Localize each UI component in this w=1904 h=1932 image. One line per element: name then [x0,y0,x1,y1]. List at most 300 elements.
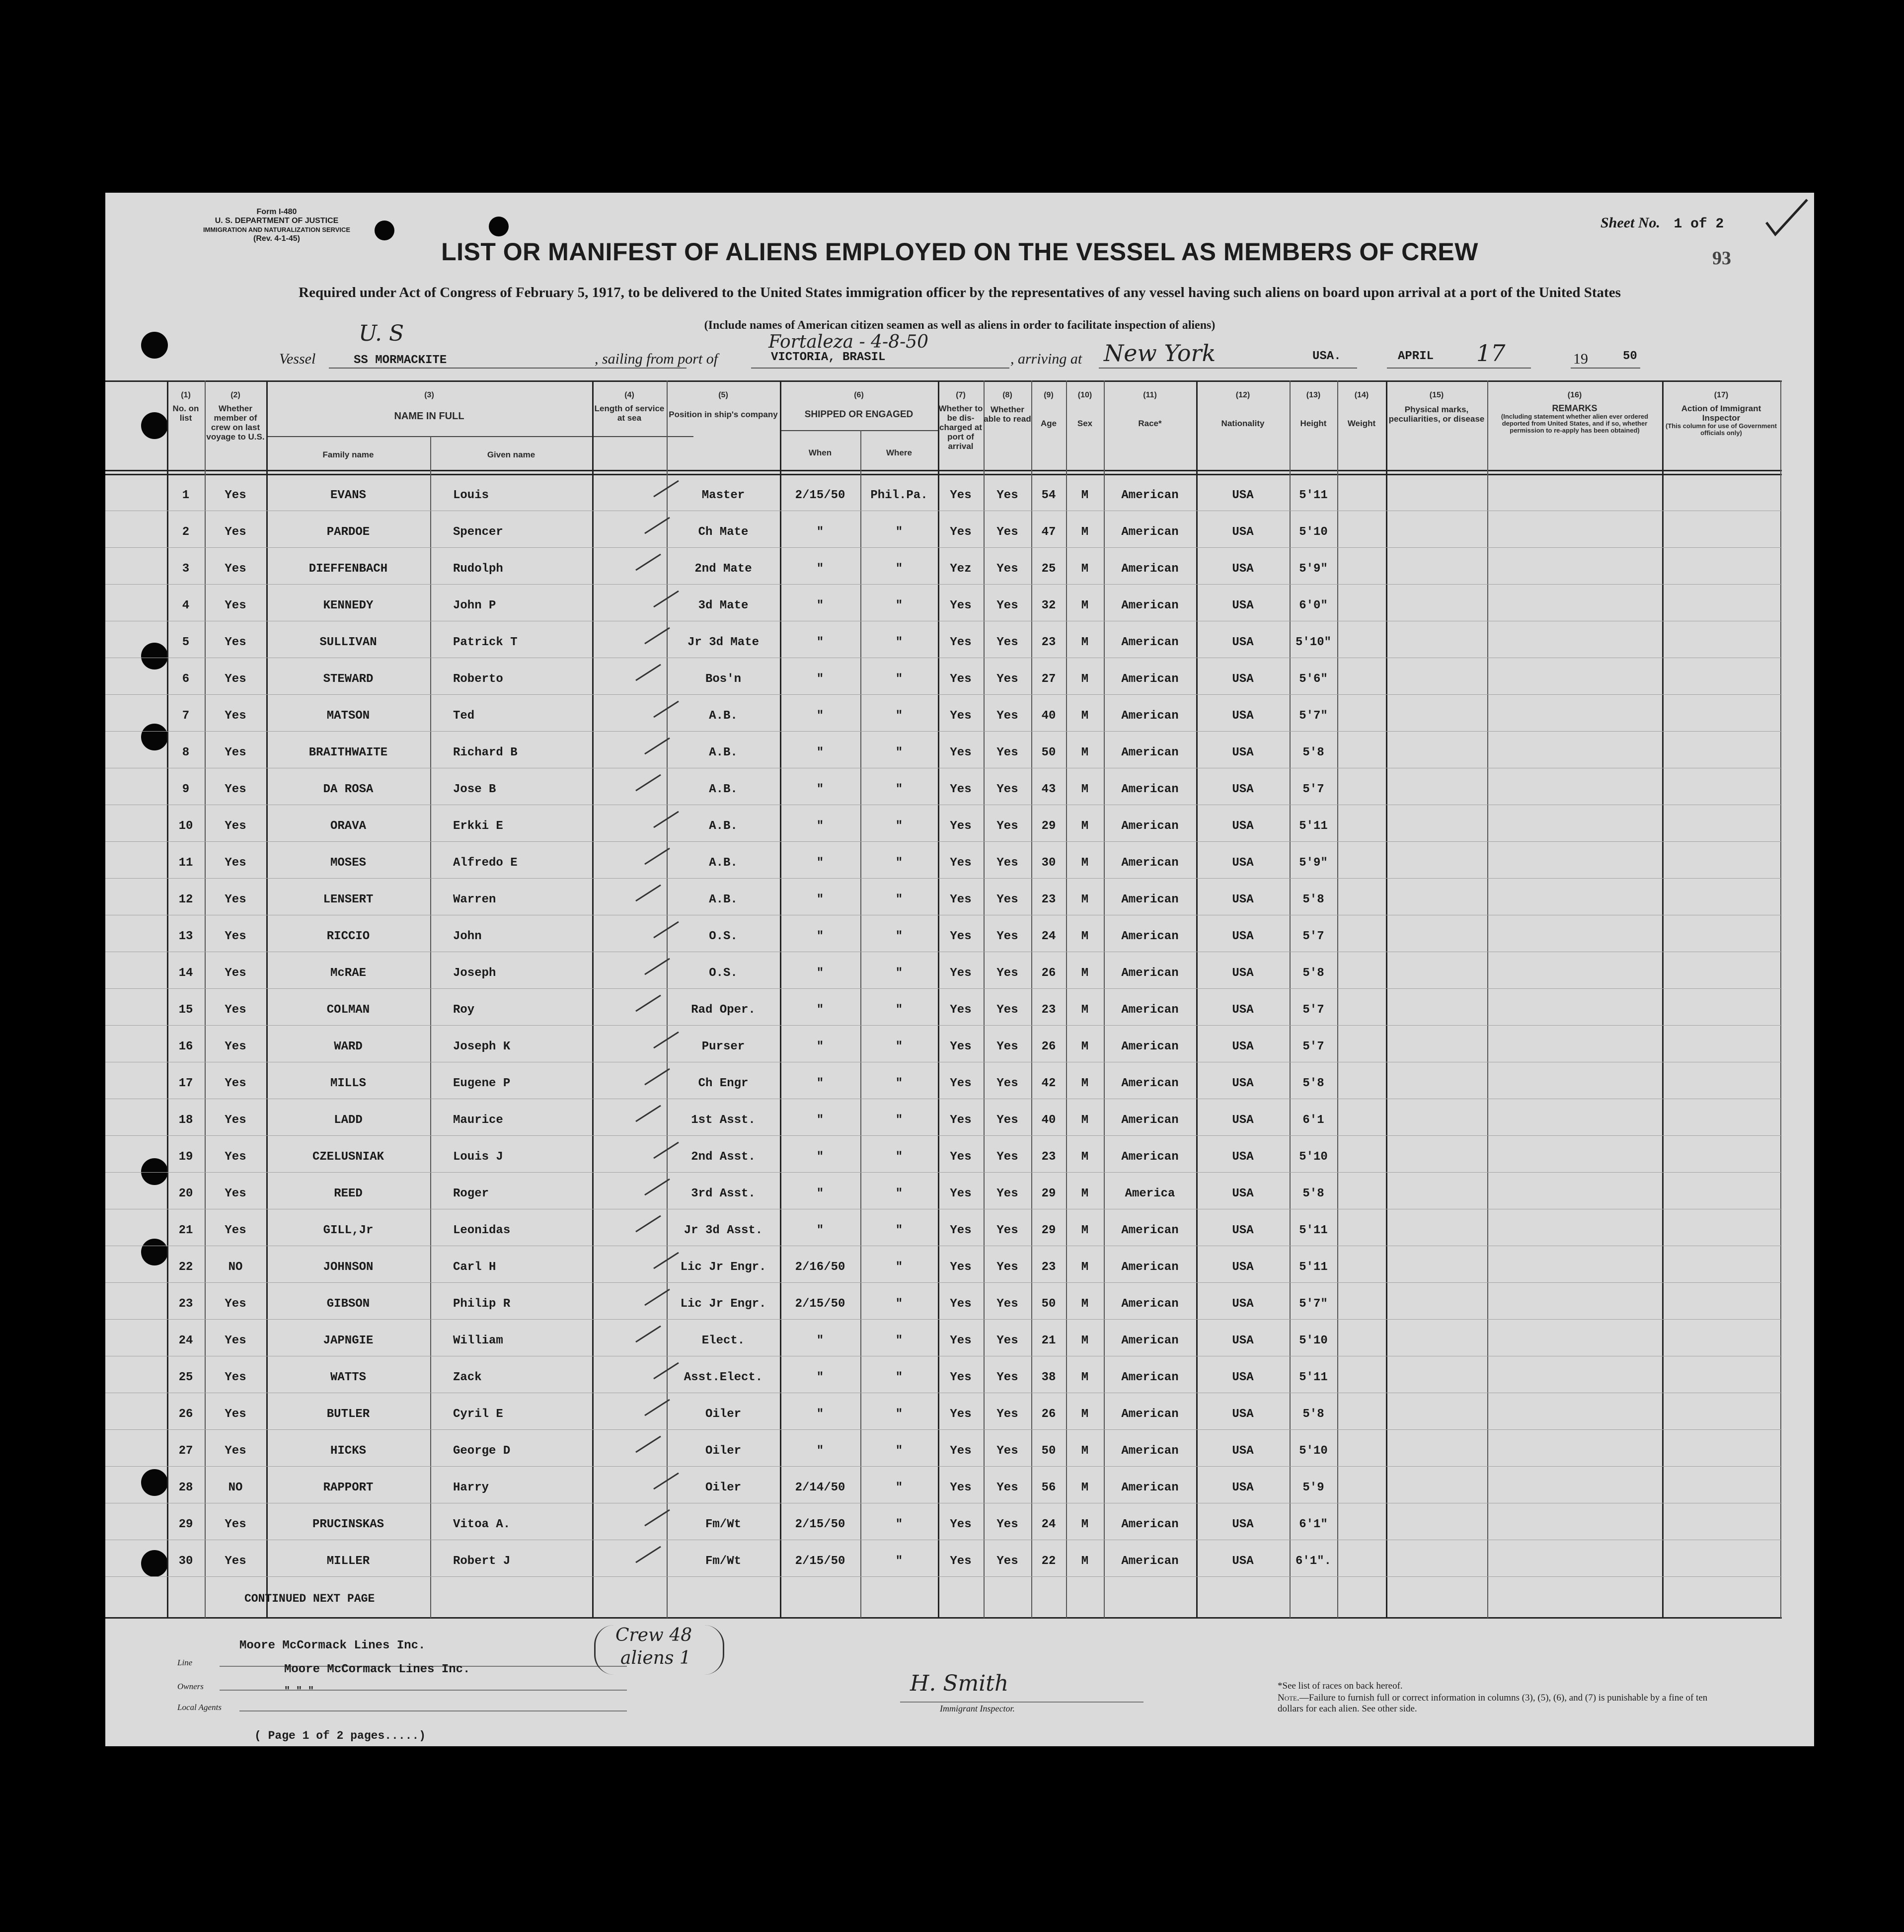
cell-age: 26 [1041,1040,1056,1053]
checkmark-icon [643,1508,672,1528]
cell-number: 11 [178,856,193,870]
cell-prior-voyage: Yes [225,783,246,796]
cell-when-shipped: " [816,1334,824,1347]
cell-age: 40 [1041,709,1056,723]
cell-prior-voyage: Yes [225,819,246,833]
cell-able-to-read: Yes [996,1334,1018,1347]
cell-where-shipped: " [895,1224,903,1237]
cell-number: 27 [178,1444,193,1458]
cell-given-name: George D [453,1444,511,1458]
cell-able-to-read: Yes [996,1518,1018,1531]
cell-age: 24 [1041,930,1056,943]
checkmark-icon [634,663,663,682]
cell-when-shipped: " [816,672,824,686]
cell-age: 56 [1041,1481,1056,1494]
cell-able-to-read: Yes [996,1408,1018,1421]
cell-given-name: Roger [453,1187,489,1200]
cell-when-shipped: 2/15/50 [795,1555,845,1568]
cell-height: 5'10" [1295,636,1331,649]
cell-sex: M [1081,1481,1089,1494]
cell-where-shipped: " [895,1371,903,1384]
cell-when-shipped: " [816,709,824,723]
arrival-underline [1099,368,1357,369]
row-rule [105,1025,1782,1026]
cell-nationality: USA [1232,783,1254,796]
cell-race: American [1121,1371,1179,1384]
cell-given-name: Robert J [453,1555,511,1568]
cell-discharged: Yes [950,966,972,980]
row-rule [105,878,1782,879]
header-col9: (9) Age [1040,391,1057,428]
checkmark-icon [643,736,672,756]
cell-discharged: Yes [950,1444,972,1458]
cell-position: Jr 3d Asst. [684,1224,763,1237]
cell-race: American [1121,966,1179,980]
checkmark-icon [652,1471,681,1491]
cell-family-name: DA ROSA [323,783,374,796]
cell-able-to-read: Yes [996,1003,1018,1017]
cell-given-name: Richard B [453,746,518,759]
header-col17: (17) Action of Immigrant Inspector (This column for use of Government officials only) [1666,391,1777,437]
cell-race: American [1121,599,1179,612]
cell-number: 6 [182,672,190,686]
cell-where-shipped: Phil.Pa. [870,489,928,502]
cell-number: 5 [182,636,190,649]
cell-nationality: USA [1232,746,1254,759]
cell-family-name: RICCIO [326,930,370,943]
arrival-month: APRIL [1398,350,1434,363]
crew-table [105,380,1814,1618]
cell-when-shipped: " [816,783,824,796]
cell-prior-voyage: Yes [225,746,246,759]
cell-given-name: Warren [453,893,496,906]
cell-prior-voyage: Yes [225,1334,246,1347]
cell-nationality: USA [1232,1444,1254,1458]
cell-prior-voyage: Yes [225,1555,246,1568]
cell-race: American [1121,636,1179,649]
cell-race: American [1121,746,1179,759]
owners-company: Moore McCormack Lines Inc. [284,1663,470,1676]
cell-able-to-read: Yes [996,1444,1018,1458]
cell-given-name: Rudolph [453,562,503,576]
cell-family-name: BRAITHWAITE [308,746,388,759]
cell-discharged: Yes [950,1187,972,1200]
punch-hole [141,332,168,359]
cell-when-shipped: " [816,636,824,649]
cell-given-name: Joseph [453,966,496,980]
footer [105,1623,1814,1746]
cell-when-shipped: " [816,856,824,870]
cell-position: Ch Mate [698,525,749,539]
checkmark-icon [643,1287,672,1307]
cell-height: 5'8 [1302,1077,1324,1090]
cell-able-to-read: Yes [996,1555,1018,1568]
cell-sex: M [1081,1224,1089,1237]
cell-sex: M [1081,819,1089,833]
cell-when-shipped: " [816,930,824,943]
checkmark-icon [634,1324,663,1344]
cell-height: 6'1" [1299,1518,1328,1531]
cell-number: 7 [182,709,190,723]
cell-age: 47 [1041,525,1056,539]
cell-discharged: Yes [950,856,972,870]
checkmark-icon [643,626,672,646]
sheet-value: 1 of 2 [1674,217,1724,232]
header-col2: (2) Whether member of crew on last voyage to U.S. [206,391,265,442]
cell-family-name: MILLER [326,1555,370,1568]
cell-where-shipped: " [895,819,903,833]
cell-nationality: USA [1232,1518,1254,1531]
cell-family-name: PRUCINSKAS [312,1518,384,1531]
cell-number: 9 [182,783,190,796]
year-suffix: 50 [1623,350,1637,363]
cell-given-name: Roberto [453,672,503,686]
cell-able-to-read: Yes [996,1077,1018,1090]
cell-when-shipped: " [816,966,824,980]
sailing-label: , sailing from port of [595,351,718,367]
cell-family-name: MOSES [330,856,366,870]
cell-height: 5'8 [1302,1187,1324,1200]
row-rule [105,547,1782,548]
cell-age: 43 [1041,783,1056,796]
cell-family-name: WARD [334,1040,363,1053]
row-rule [105,1319,1782,1320]
form-revision: (Rev. 4-1-45) [253,234,300,243]
crew-count-note [594,1625,724,1675]
cell-family-name: MATSON [326,709,370,723]
cell-race: American [1121,525,1179,539]
header-col16: (16) REMARKS (Including statement whether alien ever ordered deported from United States, and if so, whether permission to re-apply has been obtained) [1501,391,1649,434]
cell-number: 24 [178,1334,193,1347]
local-agents-value: " " " [284,1686,314,1697]
cell-when-shipped: " [816,1150,824,1164]
cell-number: 18 [178,1114,193,1127]
cell-given-name: John P [453,599,496,612]
cell-given-name: Leonidas [453,1224,511,1237]
cell-race: American [1121,1444,1179,1458]
cell-race: American [1121,893,1179,906]
cell-position: Fm/Wt [705,1555,741,1568]
cell-family-name: McRAE [330,966,366,980]
cell-able-to-read: Yes [996,1150,1018,1164]
checkmark-icon [634,1214,663,1234]
cell-race: American [1121,1481,1179,1494]
checkmark-icon [652,1030,681,1050]
table-header-rule [105,470,1782,471]
cell-family-name: BUTLER [326,1408,370,1421]
cell-family-name: KENNEDY [323,599,374,612]
header-col10: (10) Sex [1077,391,1093,428]
cell-discharged: Yez [950,562,972,576]
cell-able-to-read: Yes [996,1371,1018,1384]
cell-family-name: DIEFFENBACH [308,562,388,576]
sailing-underline [751,368,1009,369]
vessel-prefix-handwritten: U. S [359,321,404,346]
cell-family-name: PARDOE [326,525,370,539]
cell-sex: M [1081,746,1089,759]
cell-discharged: Yes [950,709,972,723]
cell-prior-voyage: Yes [225,1408,246,1421]
cell-race: America [1125,1187,1175,1200]
cell-position: 2nd Asst. [691,1150,756,1164]
cell-number: 14 [178,966,193,980]
cell-race: American [1121,1077,1179,1090]
checkmark-icon [634,773,663,793]
checkmark-icon [634,1434,663,1454]
cell-given-name: Jose B [453,783,496,796]
cell-able-to-read: Yes [996,1224,1018,1237]
cell-age: 23 [1041,893,1056,906]
checkmark-icon [652,699,681,719]
cell-when-shipped: " [816,1040,824,1053]
cell-able-to-read: Yes [996,672,1018,686]
cell-when-shipped: " [816,1187,824,1200]
cell-position: O.S. [709,966,738,980]
cell-when-shipped: 2/14/50 [795,1481,845,1494]
cell-prior-voyage: Yes [225,489,246,502]
cell-nationality: USA [1232,672,1254,686]
cell-race: American [1121,1555,1179,1568]
cell-where-shipped: " [895,1481,903,1494]
cell-discharged: Yes [950,930,972,943]
cell-where-shipped: " [895,1555,903,1568]
header-when: When [808,448,832,457]
cell-given-name: Erkki E [453,819,503,833]
cell-able-to-read: Yes [996,930,1018,943]
cell-discharged: Yes [950,783,972,796]
cell-given-name: Patrick T [453,636,518,649]
cell-discharged: Yes [950,599,972,612]
cell-height: 5'10 [1299,1444,1328,1458]
cell-discharged: Yes [950,525,972,539]
cell-prior-voyage: Yes [225,672,246,686]
cell-sex: M [1081,893,1089,906]
cell-able-to-read: Yes [996,819,1018,833]
cell-race: American [1121,1150,1179,1164]
cell-where-shipped: " [895,1187,903,1200]
cell-race: American [1121,819,1179,833]
header-col3: (3) NAME IN FULL [394,391,464,422]
table-header-rule [105,474,1782,475]
cell-when-shipped: " [816,893,824,906]
alien-count: aliens 1 [620,1648,691,1668]
cell-race: American [1121,1003,1179,1017]
cell-nationality: USA [1232,562,1254,576]
cell-discharged: Yes [950,1150,972,1164]
checkmark-icon [652,920,681,940]
cell-race: American [1121,1040,1179,1053]
cell-discharged: Yes [950,1114,972,1127]
cell-height: 5'8 [1302,893,1324,906]
cell-sex: M [1081,1261,1089,1274]
cell-race: American [1121,1114,1179,1127]
cell-given-name: Louis [453,489,489,502]
cell-when-shipped: " [816,1077,824,1090]
cell-sex: M [1081,783,1089,796]
cell-where-shipped: " [895,1518,903,1531]
cell-race: American [1121,1518,1179,1531]
cell-sex: M [1081,562,1089,576]
year-underline [1571,368,1640,369]
header-where: Where [886,448,912,457]
row-rule [105,1429,1782,1430]
owners-underline [220,1690,627,1691]
cell-prior-voyage: Yes [225,525,246,539]
checkmark-icon [634,993,663,1013]
cell-number: 13 [178,930,193,943]
cell-family-name: HICKS [330,1444,366,1458]
cell-position: A.B. [709,783,738,796]
header-col6: (6) SHIPPED OR ENGAGED [804,391,914,420]
cell-height: 5'7 [1302,1003,1324,1017]
cell-able-to-read: Yes [996,1261,1018,1274]
cell-nationality: USA [1232,1555,1254,1568]
cell-family-name: SULLIVAN [319,636,377,649]
cell-prior-voyage: Yes [225,1371,246,1384]
cell-given-name: Harry [453,1481,489,1494]
cell-given-name: Roy [453,1003,475,1017]
cell-height: 5'10 [1299,525,1328,539]
cell-able-to-read: Yes [996,489,1018,502]
cell-race: American [1121,672,1179,686]
cell-discharged: Yes [950,1518,972,1531]
cell-given-name: Cyril E [453,1408,503,1421]
service: IMMIGRATION AND NATURALIZATION SERVICE [203,226,351,233]
crew-count: Crew 48 [615,1625,692,1645]
cell-nationality: USA [1232,1114,1254,1127]
cell-number: 19 [178,1150,193,1164]
cell-position: Master [701,489,745,502]
cell-nationality: USA [1232,930,1254,943]
cell-nationality: USA [1232,1187,1254,1200]
cell-able-to-read: Yes [996,1187,1018,1200]
department: U. S. DEPARTMENT OF JUSTICE [215,217,339,225]
cell-height: 5'11 [1299,1224,1328,1237]
cell-race: American [1121,783,1179,796]
header-col14: (14) Weight [1347,391,1376,428]
cell-age: 29 [1041,819,1056,833]
cell-given-name: William [453,1334,503,1347]
row-rule [105,584,1782,585]
cell-discharged: Yes [950,1003,972,1017]
cell-where-shipped: " [895,709,903,723]
cell-discharged: Yes [950,1481,972,1494]
cell-height: 6'1". [1295,1555,1331,1568]
cell-number: 17 [178,1077,193,1090]
cell-sex: M [1081,1334,1089,1347]
cell-able-to-read: Yes [996,893,1018,906]
cell-prior-voyage: Yes [225,1114,246,1127]
cell-when-shipped: " [816,1371,824,1384]
cell-sex: M [1081,636,1089,649]
cell-able-to-read: Yes [996,525,1018,539]
cell-where-shipped: " [895,1040,903,1053]
cell-given-name: Ted [453,709,475,723]
cell-prior-voyage: Yes [225,1003,246,1017]
cell-age: 22 [1041,1555,1056,1568]
cell-race: American [1121,930,1179,943]
cell-age: 40 [1041,1114,1056,1127]
cell-when-shipped: 2/15/50 [795,489,845,502]
cell-number: 21 [178,1224,193,1237]
cell-age: 30 [1041,856,1056,870]
header-col5: (5) Position in ship's company [669,391,778,419]
cell-given-name: Eugene P [453,1077,511,1090]
cell-family-name: LENSERT [323,893,374,906]
arriving-label: , arriving at [1010,351,1082,367]
column-rule [1780,380,1781,1618]
cell-where-shipped: " [895,1408,903,1421]
cell-sex: M [1081,856,1089,870]
cell-prior-voyage: Yes [225,599,246,612]
cell-nationality: USA [1232,525,1254,539]
table-top-rule [105,380,1782,382]
cell-sex: M [1081,709,1089,723]
cell-nationality: USA [1232,856,1254,870]
cell-number: 29 [178,1518,193,1531]
cell-nationality: USA [1232,1040,1254,1053]
cell-prior-voyage: Yes [225,1077,246,1090]
cell-nationality: USA [1232,489,1254,502]
checkmark-icon [652,479,681,499]
cell-sex: M [1081,672,1089,686]
cell-where-shipped: " [895,672,903,686]
cell-sex: M [1081,1555,1089,1568]
arrival-port-handwritten: New York [1104,340,1216,367]
cell-where-shipped: " [895,1297,903,1311]
cell-when-shipped: " [816,525,824,539]
page-number: 93 [1712,248,1731,269]
cell-discharged: Yes [950,1077,972,1090]
cell-position: O.S. [709,930,738,943]
agents-underline [239,1710,627,1711]
cell-number: 30 [178,1555,193,1568]
cell-height: 6'0" [1299,599,1328,612]
cell-height: 5'9" [1299,856,1328,870]
cell-where-shipped: " [895,930,903,943]
row-rule [105,841,1782,842]
cell-number: 28 [178,1481,193,1494]
cell-nationality: USA [1232,1371,1254,1384]
cell-family-name: GIBSON [326,1297,370,1311]
checkmark-icon [643,846,672,866]
arrival-country: USA. [1312,350,1341,363]
owners-label: Owners [177,1682,204,1691]
cell-age: 25 [1041,562,1056,576]
cell-family-name: JOHNSON [323,1261,374,1274]
cell-nationality: USA [1232,1334,1254,1347]
document-subnote: (Include names of American citizen seamen as well as aliens in order to facilitate inspection of aliens) [704,319,1216,332]
cell-height: 5'11 [1299,819,1328,833]
header-col8: (8) Whether able to read [984,391,1031,424]
cell-position: Oiler [705,1408,741,1421]
checkmark-icon [643,1177,672,1197]
cell-height: 5'6" [1299,672,1328,686]
sailing-port-handwritten: Fortaleza - 4-8-50 [768,332,929,352]
cell-race: American [1121,489,1179,502]
cell-age: 23 [1041,1150,1056,1164]
cell-height: 5'7 [1302,783,1324,796]
cell-when-shipped: " [816,1003,824,1017]
sheet-number [1600,215,1724,232]
cell-height: 5'11 [1299,1371,1328,1384]
cell-family-name: COLMAN [326,1003,370,1017]
cell-able-to-read: Yes [996,856,1018,870]
column-rule [592,380,594,1618]
cell-when-shipped: 2/15/50 [795,1297,845,1311]
failure-note: Note.—Failure to furnish full or correct information in columns (3), (5), (6), and (7) is punishable by a fine of ten dollars for each alien. See other side. [1278,1693,1708,1714]
cell-prior-voyage: Yes [225,562,246,576]
